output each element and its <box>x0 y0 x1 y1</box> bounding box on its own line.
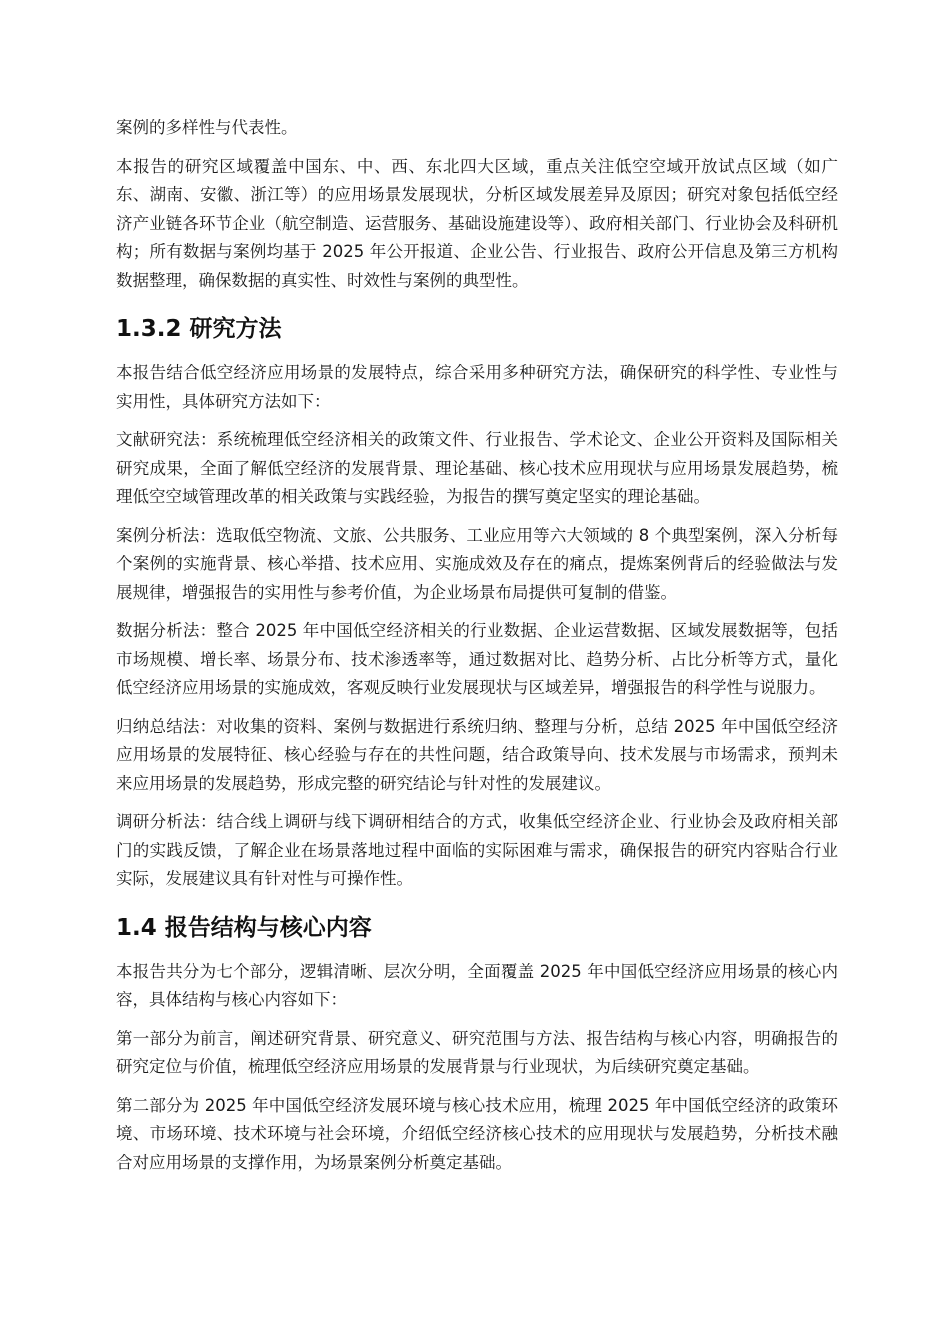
paragraph-structure-intro: 本报告共分为七个部分，逻辑清晰、层次分明，全面覆盖 2025 年中国低空经济应用场景的核心内容，具体结构与核心内容如下： <box>116 961 838 1009</box>
paragraph-literature-method: 文献研究法：系统梳理低空经济相关的政策文件、行业报告、学术论文、企业公开资料及国际相关研究成果，全面了解低空经济的发展背景、理论基础、核心技术应用现状与应用场景发展趋势，梳理低空空域管理改革的相关政策与实践经验，为报告的撰写奠定坚实的理论基础。 <box>116 430 838 506</box>
section-heading-research-methods: 1.3.2 研究方法 <box>116 316 282 342</box>
paragraph-research-scope: 本报告的研究区域覆盖中国东、中、西、东北四大区域，重点关注低空空域开放试点区域（如广东、湖南、安徽、浙江等）的应用场景发展现状，分析区域发展差异及原因；研究对象包括低空经济产业链各环节企业（航空制造、运营服务、基础设施建设等）、政府相关部门、行业协会及科研机构；所有数据与案例均基于 2025 年公开报道、企业公告、行业报告、政府公开信息及第三方机构数据整理，确保数据的真实性、时效性与案例的典型性。 <box>116 156 838 290</box>
paragraph-methods-intro: 本报告结合低空经济应用场景的发展特点，综合采用多种研究方法，确保研究的科学性、专业性与实用性，具体研究方法如下： <box>116 363 838 411</box>
paragraph-scope-continuation: 案例的多样性与代表性。 <box>116 118 298 137</box>
paragraph-data-analysis-method: 数据分析法：整合 2025 年中国低空经济相关的行业数据、企业运营数据、区域发展数据等，包括市场规模、增长率、场景分布、技术渗透率等，通过数据对比、趋势分析、占比分析等方式，量化低空经济应用场景的实施成效，客观反映行业发展现状与区域差异，增强报告的科学性与说服力。 <box>116 621 838 697</box>
paragraph-part-one: 第一部分为前言，阐述研究背景、研究意义、研究范围与方法、报告结构与核心内容，明确报告的研究定位与价值，梳理低空经济应用场景的发展背景与行业现状，为后续研究奠定基础。 <box>116 1028 838 1076</box>
paragraph-induction-method: 归纳总结法：对收集的资料、案例与数据进行系统归纳、整理与分析，总结 2025 年中国低空经济应用场景的发展特征、核心经验与存在的共性问题，结合政策导向、技术发展与市场需求，预判未来应用场景的发展趋势，形成完整的研究结论与针对性的发展建议。 <box>116 716 838 793</box>
paragraph-part-two: 第二部分为 2025 年中国低空经济发展环境与核心技术应用，梳理 2025 年中国低空经济的政策环境、市场环境、技术环境与社会环境，介绍低空经济核心技术的应用现状与发展趋势，分析技术融合对应用场景的支撑作用，为场景案例分析奠定基础。 <box>116 1095 838 1172</box>
paragraph-case-analysis-method: 案例分析法：选取低空物流、文旅、公共服务、工业应用等六大领域的 8 个典型案例，深入分析每个案例的实施背景、核心举措、技术应用、实施成效及存在的痛点，提炼案例背后的经验做法与发展规律，增强报告的实用性与参考价值，为企业场景布局提供可复制的借鉴。 <box>116 525 838 602</box>
document-page <box>116 114 838 1187</box>
section-heading-report-structure: 1.4 报告结构与核心内容 <box>116 914 372 941</box>
paragraph-survey-method: 调研分析法：结合线上调研与线下调研相结合的方式，收集低空经济企业、行业协会及政府相关部门的实践反馈，了解企业在场景落地过程中面临的实际困难与需求，确保报告的研究内容贴合行业实际，发展建议具有针对性与可操作性。 <box>116 812 838 888</box>
